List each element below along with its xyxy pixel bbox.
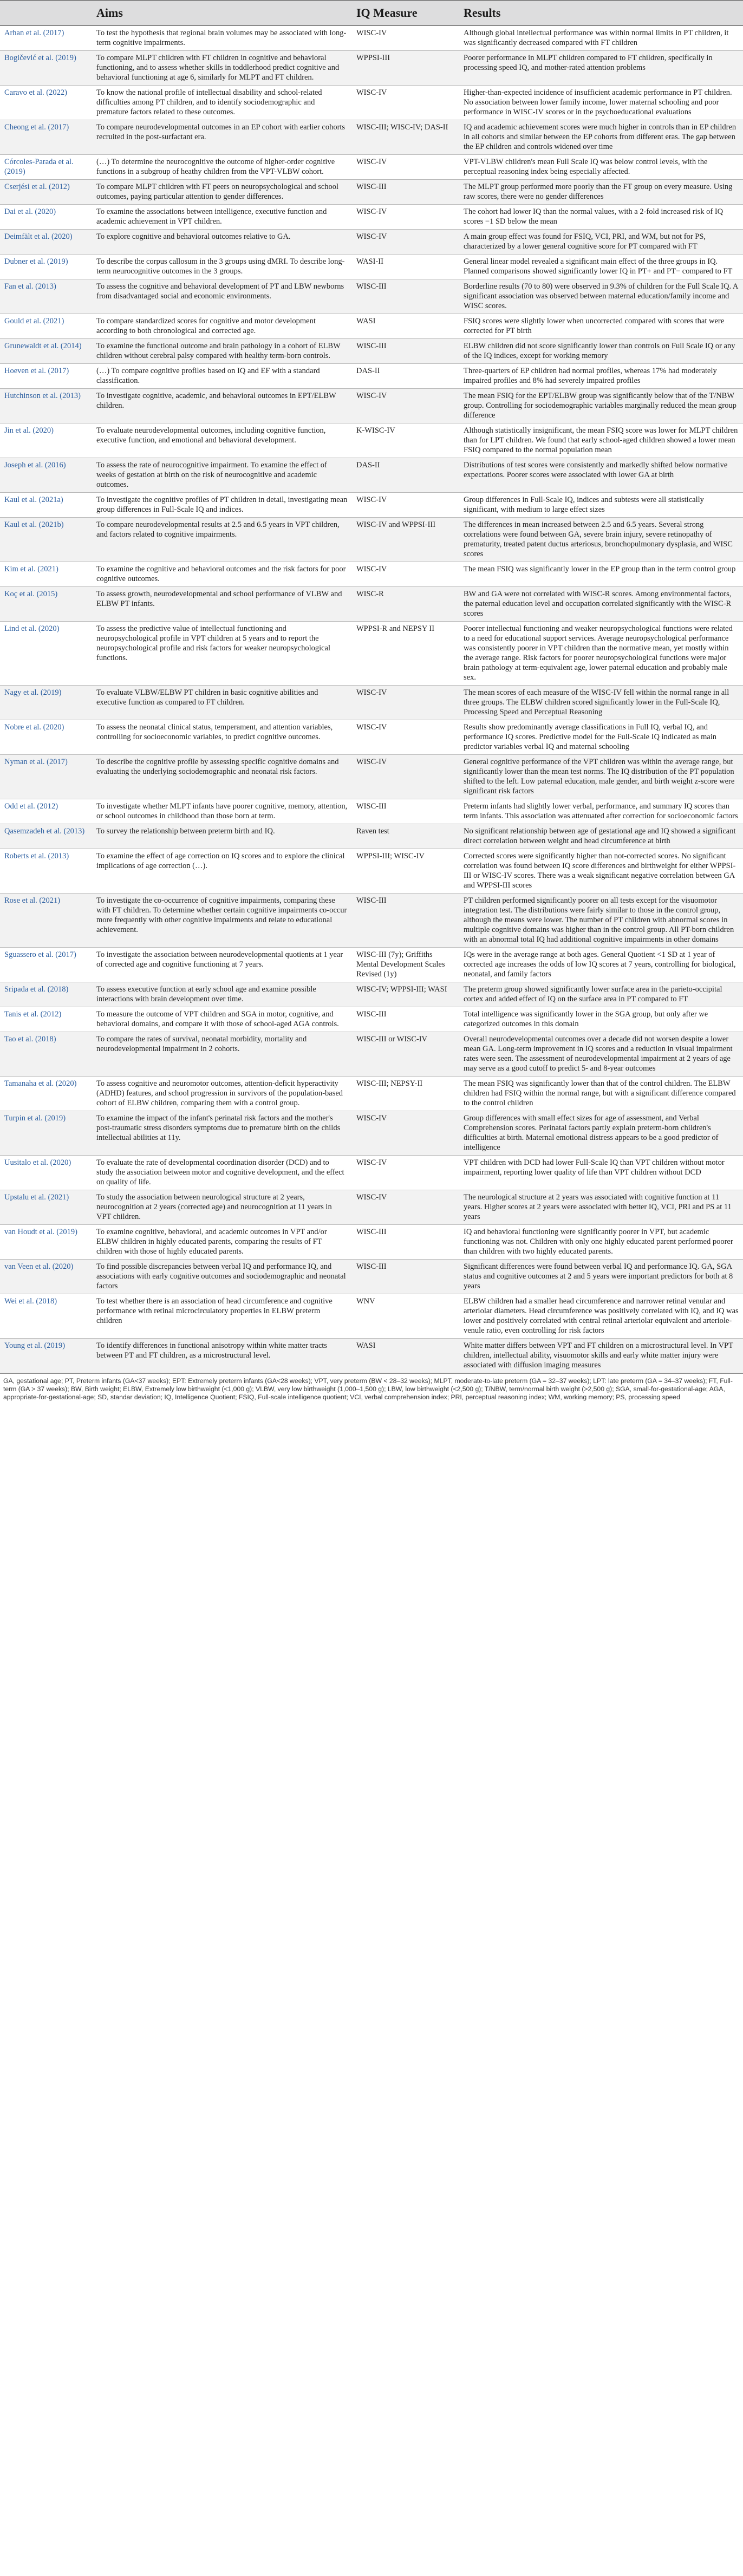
study-citation-link[interactable]: Kaul et al. (2021b)	[0, 518, 92, 562]
aims-cell: To examine cognitive, behavioral, and academic outcomes in VPT and/or ELBW children in highly educated parents, comparing the results of FT children with those of highly educated parents.	[92, 1225, 352, 1260]
study-citation-link[interactable]: van Veen et al. (2020)	[0, 1260, 92, 1294]
study-citation-link[interactable]: Caravo et al. (2022)	[0, 86, 92, 120]
aims-cell: To survey the relationship between preterm birth and IQ.	[92, 824, 352, 849]
aims-cell: To investigate the association between neurodevelopmental quotients at 1 year of corrected age and cognitive functioning at 7 years.	[92, 948, 352, 982]
results-cell: The neurological structure at 2 years was associated with cognitive function at 11 years. Higher scores at 2 years were associated with better IQ, VCI, PRI and PS at 11 years	[459, 1190, 743, 1225]
study-citation-link[interactable]: Tao et al. (2018)	[0, 1032, 92, 1077]
table-row	[0, 1007, 743, 1032]
table-row	[0, 120, 743, 155]
results-cell: Preterm infants had slightly lower verbal, performance, and summary IQ scores than term infants. This association was attenuated after correction for socioeconomic factors	[459, 799, 743, 824]
study-citation-link[interactable]: Joseph et al. (2016)	[0, 458, 92, 493]
study-citation-link[interactable]: Dai et al. (2020)	[0, 205, 92, 230]
table-row	[0, 1032, 743, 1077]
aims-cell: To evaluate VLBW/ELBW PT children in basic cognitive abilities and executive function as compared to FT children.	[92, 686, 352, 720]
aims-cell: To describe the cognitive profile by assessing specific cognitive domains and evaluating the underlying sociodemographic and neonatal risk factors.	[92, 755, 352, 799]
results-cell: A main group effect was found for FSIQ, VCI, PRI, and WM, but not for PS, characterized by a lower general cognitive score for PT compared with FT	[459, 230, 743, 255]
iq-measure-cell: WISC-IV	[352, 755, 459, 799]
study-citation-link[interactable]: Hutchinson et al. (2013)	[0, 389, 92, 423]
results-cell: Although global intellectual performance was within normal limits in PT children, it was significantly decreased compared with FT children	[459, 25, 743, 51]
table-row	[0, 205, 743, 230]
iq-measure-cell: WISC-IV	[352, 389, 459, 423]
iq-measure-cell: WPPSI-III	[352, 51, 459, 86]
table-row	[0, 1111, 743, 1156]
iq-measure-cell: WISC-III	[352, 1225, 459, 1260]
results-cell: The mean FSIQ was significantly lower than that of the control children. The ELBW children had FSIQ within the normal range, but with a significant difference compared to the control children	[459, 1077, 743, 1111]
results-cell: The mean FSIQ for the EPT/ELBW group was significantly below that of the T/NBW group. Controlling for sociodemographic variables marginally reduced the mean group difference	[459, 389, 743, 423]
study-citation-link[interactable]: Nyman et al. (2017)	[0, 755, 92, 799]
study-citation-link[interactable]: Nobre et al. (2020)	[0, 720, 92, 755]
aims-cell: To compare MLPT children with FT children in cognitive and behavioral functioning, and to assess whether skills in toddlerhood predict cognitive and behavioral functioning at age 6, similarly for MLPT and FT children.	[92, 51, 352, 86]
aims-cell: To describe the corpus callosum in the 3 groups using dMRI. To describe long-term neurocognitive outcomes in the 3 groups.	[92, 255, 352, 279]
results-cell: Total intelligence was significantly lower in the SGA group, but only after we categorized outcomes in this domain	[459, 1007, 743, 1032]
aims-cell: To assess growth, neurodevelopmental and school performance of VLBW and ELBW PT infants.	[92, 587, 352, 622]
study-citation-link[interactable]: Upstalu et al. (2021)	[0, 1190, 92, 1225]
results-cell: Poorer performance in MLPT children compared to FT children, specifically in processing speed IQ, and mother-rated attention problems	[459, 51, 743, 86]
results-cell: No significant relationship between age of gestational age and IQ showed a significant direct correlation between weight and head circumference at birth	[459, 824, 743, 849]
table-row	[0, 51, 743, 86]
aims-cell: To investigate the co-occurrence of cognitive impairments, comparing these with FT children. To determine whether certain cognitive impairments co-occur more frequently with other cognitive impairments and relate to educational achievement.	[92, 894, 352, 948]
results-cell: IQ and academic achievement scores were much higher in controls than in EP children in all cohorts and similar between the EP cohorts from different eras. The gap between the EP children and controls widened over time	[459, 120, 743, 155]
aims-cell: To assess the neonatal clinical status, temperament, and attention variables, controlling for socioeconomic variables, to predict cognitive outcomes.	[92, 720, 352, 755]
iq-measure-cell: WISC-IV	[352, 205, 459, 230]
aims-cell: To examine the functional outcome and brain pathology in a cohort of ELBW children without cerebral palsy compared with healthy term-born controls.	[92, 339, 352, 364]
header-study	[0, 1, 92, 25]
aims-cell: To assess the predictive value of intellectual functioning and neuropsychological profile in VPT children at 5 years and to report the neuropsychological profile and risk factors for weaker neuropsychological functions.	[92, 622, 352, 686]
results-cell: Overall neurodevelopmental outcomes over a decade did not worsen despite a lower mean GA. Long-term improvement in IQ scores and a reduction in visual impairment rates were seen. The assessment of neurodevelopmental impairment at 2 years of age may serve as a good cutoff to predict 5- and 8-year outcomes	[459, 1032, 743, 1077]
table-row	[0, 155, 743, 180]
study-citation-link[interactable]: Kaul et al. (2021a)	[0, 493, 92, 518]
study-citation-link[interactable]: Odd et al. (2012)	[0, 799, 92, 824]
iq-measure-cell: WASI-II	[352, 255, 459, 279]
aims-cell: To evaluate neurodevelopmental outcomes, including cognitive function, executive function, and emotional and behavioral development.	[92, 423, 352, 458]
aims-cell: To assess cognitive and neuromotor outcomes, attention-deficit hyperactivity (ADHD) features, and school progression in survivors of the population-based cohort of ELBW children, comparing them with a control group.	[92, 1077, 352, 1111]
iq-measure-cell: WISC-III	[352, 180, 459, 205]
iq-measure-cell: WISC-III	[352, 894, 459, 948]
study-citation-link[interactable]: Grunewaldt et al. (2014)	[0, 339, 92, 364]
iq-measure-cell: WISC-IV; WPPSI-III; WASI	[352, 982, 459, 1007]
iq-measure-cell: DAS-II	[352, 364, 459, 389]
table-row	[0, 755, 743, 799]
table-row	[0, 1077, 743, 1111]
iq-measure-cell: Raven test	[352, 824, 459, 849]
table-row	[0, 622, 743, 686]
aims-cell: To examine the effect of age correction on IQ scores and to explore the clinical implications of age correction (…).	[92, 849, 352, 894]
table-row	[0, 948, 743, 982]
table-row	[0, 799, 743, 824]
results-cell: ELBW children did not score significantly lower than controls on Full Scale IQ or any of the IQ indices, except for working memory	[459, 339, 743, 364]
study-citation-link[interactable]: Fan et al. (2013)	[0, 279, 92, 314]
table-row	[0, 314, 743, 339]
results-cell: Group differences in Full-Scale IQ, indices and subtests were all statistically significant, with medium to large effect sizes	[459, 493, 743, 518]
table-row	[0, 1260, 743, 1294]
table-row	[0, 1339, 743, 1373]
study-citation-link[interactable]: Roberts et al. (2013)	[0, 849, 92, 894]
results-cell: Three-quarters of EP children had normal profiles, whereas 17% had moderately impaired profiles and 8% had severely impaired profiles	[459, 364, 743, 389]
table-row	[0, 1156, 743, 1190]
results-cell: Distributions of test scores were consistently and markedly shifted below normative expectations. Poorer scores were associated with lower GA at birth	[459, 458, 743, 493]
results-cell: IQ and behavioral functioning were significantly poorer in VPT, but academic functioning was not. Children with only one highly educated parent performed poorer than children with two highly educated parents.	[459, 1225, 743, 1260]
results-cell: General cognitive performance of the VPT children was within the average range, but significantly lower than the mean test norms. The IQ distribution of the PT population shifted to the left. Low paternal education, male gender, and birth weight z-score were significant risk factors	[459, 755, 743, 799]
table-row	[0, 894, 743, 948]
table-row	[0, 279, 743, 314]
study-citation-link[interactable]: van Houdt et al. (2019)	[0, 1225, 92, 1260]
table-row	[0, 423, 743, 458]
table-body	[0, 25, 743, 1373]
iq-measure-cell: WISC-III	[352, 339, 459, 364]
table-row	[0, 25, 743, 51]
table-row	[0, 562, 743, 587]
iq-measure-cell: WISC-IV and WPPSI-III	[352, 518, 459, 562]
results-cell: PT children performed significantly poorer on all tests except for the visuomotor integration test. The distributions were fairly similar to those in the control group, although the means were lower. The number of PT children with abnormal scores in multiple cognitive domains was higher than in the control group. All PT-born children with an abnormal total IQ had additional cognitive impairments in other domains	[459, 894, 743, 948]
table-row	[0, 587, 743, 622]
results-cell: FSIQ scores were slightly lower when uncorrected compared with scores that were corrected for PT birth	[459, 314, 743, 339]
study-citation-link[interactable]: Qasemzadeh et al. (2013)	[0, 824, 92, 849]
iq-measure-cell: WISC-III	[352, 279, 459, 314]
iq-measure-cell: WNV	[352, 1294, 459, 1339]
iq-measure-cell: K-WISC-IV	[352, 423, 459, 458]
table-row	[0, 686, 743, 720]
iq-measure-cell: WPPSI-R and NEPSY II	[352, 622, 459, 686]
study-citation-link[interactable]: Dubner et al. (2019)	[0, 255, 92, 279]
aims-cell: To evaluate the rate of developmental coordination disorder (DCD) and to study the association between motor and cognitive development, and the effect on quality of life.	[92, 1156, 352, 1190]
iq-measure-cell: WASI	[352, 1339, 459, 1373]
iq-measure-cell: WISC-IV	[352, 155, 459, 180]
study-citation-link[interactable]: Jin et al. (2020)	[0, 423, 92, 458]
aims-cell: To compare the rates of survival, neonatal morbidity, mortality and neurodevelopmental impairment in 2 cohorts.	[92, 1032, 352, 1077]
study-citation-link[interactable]: Lind et al. (2020)	[0, 622, 92, 686]
iq-measure-cell: WISC-IV	[352, 1111, 459, 1156]
table-footnote: GA, gestational age; PT, Preterm infants (GA<37 weeks); EPT: Extremely preterm infants (GA<28 weeks); VPT, very preterm (BW < 28–32 weeks); MLPT, moderate-to-late preterm (GA = 32–37 weeks); LPT: late preterm (GA = 34–37 weeks); FT, Full-term (GA > 37 weeks); BW, Birth weight; ELBW, Extremely low birthweight (<1,000 g); VLBW, very low birthweight (1,000–1,500 g); LBW, low birthweight (<2,500 g); T/NBW, term/normal birth weight (>2,500 g); SGA, small-for-gestational-age; AGA, appropriate-for-gestational-age; SD, standar deviation; IQ, Intelligence Quotient; FSIQ, Full-scale intelligence quotient; VCI, verbal comprehension index; PRI, perceptual reasoning index; WM, working memory; PS, processing speed	[0, 1373, 743, 1401]
header-row	[0, 1, 743, 25]
iq-measure-cell: WPPSI-III; WISC-IV	[352, 849, 459, 894]
iq-measure-cell: WISC-IV	[352, 1156, 459, 1190]
iq-measure-cell: WASI	[352, 314, 459, 339]
table-row	[0, 86, 743, 120]
table-row	[0, 389, 743, 423]
aims-cell: To investigate whether MLPT infants have poorer cognitive, memory, attention, or school outcomes in childhood than those born at term.	[92, 799, 352, 824]
aims-cell: To compare neurodevelopmental outcomes in an EP cohort with earlier cohorts recruited in the post-surfactant era.	[92, 120, 352, 155]
iq-measure-cell: WISC-III or WISC-IV	[352, 1032, 459, 1077]
results-cell: Borderline results (70 to 80) were observed in 9.3% of children for the Full Scale IQ. A significant association was observed between maternal education/family income and WISC scores.	[459, 279, 743, 314]
table-row	[0, 493, 743, 518]
results-cell: Group differences with small effect sizes for age of assessment, and Verbal Comprehension scores. Perinatal factors partly explain preterm-born children's difficulties at birth. Maternal emotional distress appears to be a good predictor of intelligence	[459, 1111, 743, 1156]
iq-measure-cell: WISC-IV	[352, 1190, 459, 1225]
results-cell: The preterm group showed significantly lower surface area in the parieto-occipital cortex and added effect of IQ on the surface area in PT compared to FT	[459, 982, 743, 1007]
results-cell: Corrected scores were significantly higher than not-corrected scores. No significant correlation was found between IQ score differences and birthweight for either WPPSI-III or WISC-IV scores. There was a weak significant negative correlation between GA and WPPSI-III scores	[459, 849, 743, 894]
iq-measure-cell: WISC-III (7y); Griffiths Mental Development Scales Revised (1y)	[352, 948, 459, 982]
study-citation-link[interactable]: Bogičević et al. (2019)	[0, 51, 92, 86]
study-citation-link[interactable]: Cserjési et al. (2012)	[0, 180, 92, 205]
results-cell: General linear model revealed a significant main effect of the three groups in IQ. Planned comparisons showed significantly lower IQ in PT+ and PT− compared to FT	[459, 255, 743, 279]
header-results: Results	[459, 1, 743, 25]
study-citation-link[interactable]: Deimfält et al. (2020)	[0, 230, 92, 255]
results-cell: VPT-VLBW children's mean Full Scale IQ was below control levels, with the perceptual reasoning index being especially affected.	[459, 155, 743, 180]
aims-cell: To assess executive function at early school age and examine possible interactions with brain development over time.	[92, 982, 352, 1007]
aims-cell: To test the hypothesis that regional brain volumes may be associated with long-term cognitive impairments.	[92, 25, 352, 51]
iq-measure-cell: DAS-II	[352, 458, 459, 493]
aims-cell: To compare neurodevelopmental results at 2.5 and 6.5 years in VPT children, and factors related to cognitive impairments.	[92, 518, 352, 562]
aims-cell: To identify differences in functional anisotropy within white matter tracts between PT and FT children, as a microstructural level.	[92, 1339, 352, 1373]
iq-measure-cell: WISC-IV	[352, 686, 459, 720]
table-row	[0, 230, 743, 255]
study-citation-link[interactable]: Kim et al. (2021)	[0, 562, 92, 587]
aims-cell: To examine the cognitive and behavioral outcomes and the risk factors for poor cognitive outcomes.	[92, 562, 352, 587]
aims-cell: (…) To compare cognitive profiles based on IQ and EF with a standard classification.	[92, 364, 352, 389]
iq-measure-cell: WISC-IV	[352, 720, 459, 755]
study-citation-link[interactable]: Uusitalo et al. (2020)	[0, 1156, 92, 1190]
study-citation-link[interactable]: Hoeven et al. (2017)	[0, 364, 92, 389]
table-row	[0, 824, 743, 849]
aims-cell: To investigate the cognitive profiles of PT children in detail, investigating mean group differences in Full-Scale IQ and indices.	[92, 493, 352, 518]
aims-cell: To know the national profile of intellectual disability and school-related difficulties among PT children, and to identify sociodemographic and premature factors related to these outcomes.	[92, 86, 352, 120]
table-row	[0, 1190, 743, 1225]
study-citation-link[interactable]: Nagy et al. (2019)	[0, 686, 92, 720]
table-row	[0, 255, 743, 279]
iq-measure-cell: WISC-III	[352, 1260, 459, 1294]
study-citation-link[interactable]: Córcoles-Parada et al. (2019)	[0, 155, 92, 180]
results-cell: Significant differences were found between verbal IQ and performance IQ. GA, SGA status and cognitive outcomes at 2 and 5 years were important predictors for both at 8 years	[459, 1260, 743, 1294]
results-cell: BW and GA were not correlated with WISC-R scores. Among environmental factors, the paternal education level and occupation correlated significantly with the WISC-R scores	[459, 587, 743, 622]
table-row	[0, 518, 743, 562]
table-row	[0, 982, 743, 1007]
results-cell: Higher-than-expected incidence of insufficient academic performance in PT children. No association between lower family income, lower maternal schooling and poor performance in WISC-IV scores or in the psychoeducational evaluations	[459, 86, 743, 120]
aims-cell: To investigate cognitive, academic, and behavioral outcomes in EPT/ELBW children.	[92, 389, 352, 423]
iq-measure-cell: WISC-IV	[352, 562, 459, 587]
study-citation-link[interactable]: Sguassero et al. (2017)	[0, 948, 92, 982]
study-citation-link[interactable]: Wei et al. (2018)	[0, 1294, 92, 1339]
results-cell: Results show predominantly average classifications in Full IQ, verbal IQ, and performance IQ scores. Predictive model for the Full-Scale IQ indicated as main predictor variables verbal IQ and maternal schooling	[459, 720, 743, 755]
table-row	[0, 458, 743, 493]
iq-measure-cell: WISC-IV	[352, 493, 459, 518]
table-row	[0, 339, 743, 364]
iq-measure-cell: WISC-IV	[352, 86, 459, 120]
study-citation-link[interactable]: Cheong et al. (2017)	[0, 120, 92, 155]
iq-measure-cell: WISC-R	[352, 587, 459, 622]
aims-cell: To find possible discrepancies between verbal IQ and performance IQ, and associations with early cognitive outcomes and sociodemographic and neonatal factors	[92, 1260, 352, 1294]
iq-measure-cell: WISC-IV	[352, 25, 459, 51]
study-citation-link[interactable]: Tanis et al. (2012)	[0, 1007, 92, 1032]
table-row	[0, 180, 743, 205]
results-cell: ELBW children had a smaller head circumference and narrower retinal venular and arteriolar diameters. Head circumference was positively correlated with IQ, and IQ was lower and positively correlated with central retinal arteriolar equivalent and arteriole-venule ratio, even controlling for risk factors	[459, 1294, 743, 1339]
study-citation-link[interactable]: Sripada et al. (2018)	[0, 982, 92, 1007]
header-iq-measure: IQ Measure	[352, 1, 459, 25]
iq-measure-cell: WISC-III; NEPSY-II	[352, 1077, 459, 1111]
results-cell: The mean FSIQ was significantly lower in the EP group than in the term control group	[459, 562, 743, 587]
aims-cell: To measure the outcome of VPT children and SGA in motor, cognitive, and behavioral domains, and compare it with those of school-aged AGA controls.	[92, 1007, 352, 1032]
table-row	[0, 1294, 743, 1339]
iq-measure-cell: WISC-III	[352, 799, 459, 824]
results-cell: The cohort had lower IQ than the normal values, with a 2-fold increased risk of IQ scores −1 SD below the mean	[459, 205, 743, 230]
results-cell: The mean scores of each measure of the WISC-IV fell within the normal range in all three groups. The ELBW children scored significantly lower in the Full-Scale IQ, Processing Speed and Perceptual Reasoning	[459, 686, 743, 720]
study-citation-link[interactable]: Young et al. (2019)	[0, 1339, 92, 1373]
aims-cell: To examine the impact of the infant's perinatal risk factors and the mother's post-traumatic stress disorders symptoms due to premature birth on the childs intellectual abilities at 11y.	[92, 1111, 352, 1156]
study-citation-link[interactable]: Rose et al. (2021)	[0, 894, 92, 948]
table-row	[0, 720, 743, 755]
results-cell: Poorer intellectual functioning and weaker neuropsychological functions were related to a need for educational support services. Average neuropsychological performance was consistently poorer in VPT children than the normative mean, yet mostly within the average range. Risk factors for poorer neuropsychological functions were major brain pathology at term-equivalent age, lower paternal education and probably male sex.	[459, 622, 743, 686]
aims-cell: (…) To determine the neurocognitive the outcome of higher-order cognitive functions in a subgroup of heathy children from the VPT-VLBW cohort.	[92, 155, 352, 180]
aims-cell: To test whether there is an association of head circumference and cognitive performance with retinal microcirculatory properties in ELBW preterm children	[92, 1294, 352, 1339]
aims-cell: To examine the associations between intelligence, executive function and academic achievement in VPT children.	[92, 205, 352, 230]
aims-cell: To compare MLPT children with FT peers on neuropsychological and school outcomes, paying particular attention to gender differences.	[92, 180, 352, 205]
aims-cell: To compare standardized scores for cognitive and motor development according to both chronological and corrected age.	[92, 314, 352, 339]
study-citation-link[interactable]: Turpin et al. (2019)	[0, 1111, 92, 1156]
results-cell: The differences in mean increased between 2.5 and 6.5 years. Several strong correlations were found between GA, severe brain injury, severe retinopathy of prematurity, treated patent ductus arteriosus, bronchopulmonary dysplasia, and WISC scores	[459, 518, 743, 562]
iq-measure-cell: WISC-III; WISC-IV; DAS-II	[352, 120, 459, 155]
study-citation-link[interactable]: Arhan et al. (2017)	[0, 25, 92, 51]
results-cell: IQs were in the average range at both ages. General Quotient <1 SD at 1 year of corrected age increases the odds of low IQ scores at 7 years, controlling for biological, neonatal, and family factors	[459, 948, 743, 982]
results-cell: The MLPT group performed more poorly than the FT group on every measure. Using raw scores, there were no gender differences	[459, 180, 743, 205]
aims-cell: To explore cognitive and behavioral outcomes relative to GA.	[92, 230, 352, 255]
aims-cell: To study the association between neurological structure at 2 years, neurocognition at 2 years (corrected age) and neurocognition at 11 years in VPT children.	[92, 1190, 352, 1225]
iq-measure-cell: WISC-III	[352, 1007, 459, 1032]
table-row	[0, 364, 743, 389]
study-citation-link[interactable]: Tamanaha et al. (2020)	[0, 1077, 92, 1111]
results-cell: VPT children with DCD had lower Full-Scale IQ than VPT children without motor impairment, reporting lower quality of life than VPT children without DCD	[459, 1156, 743, 1190]
table-row	[0, 1225, 743, 1260]
study-citation-link[interactable]: Koç et al. (2015)	[0, 587, 92, 622]
header-aims: Aims	[92, 1, 352, 25]
results-cell: White matter differs between VPT and FT children on a microstructural level. In VPT children, intellectual ability, visuomotor skills and early white matter injury were associated with diffusion imaging measures	[459, 1339, 743, 1373]
aims-cell: To assess the rate of neurocognitive impairment. To examine the effect of weeks of gestation at birth on the risk of neurocognitive and academic outcomes.	[92, 458, 352, 493]
results-cell: Although statistically insignificant, the mean FSIQ score was lower for MLPT children than for LPT children. We found that early school-aged children showed a lower mean FSIQ compared to the normal population mean	[459, 423, 743, 458]
study-citation-link[interactable]: Gould et al. (2021)	[0, 314, 92, 339]
iq-measure-cell: WISC-IV	[352, 230, 459, 255]
aims-cell: To assess the cognitive and behavioral development of PT and LBW newborns from disadvantaged social and economic environments.	[92, 279, 352, 314]
table-row	[0, 849, 743, 894]
